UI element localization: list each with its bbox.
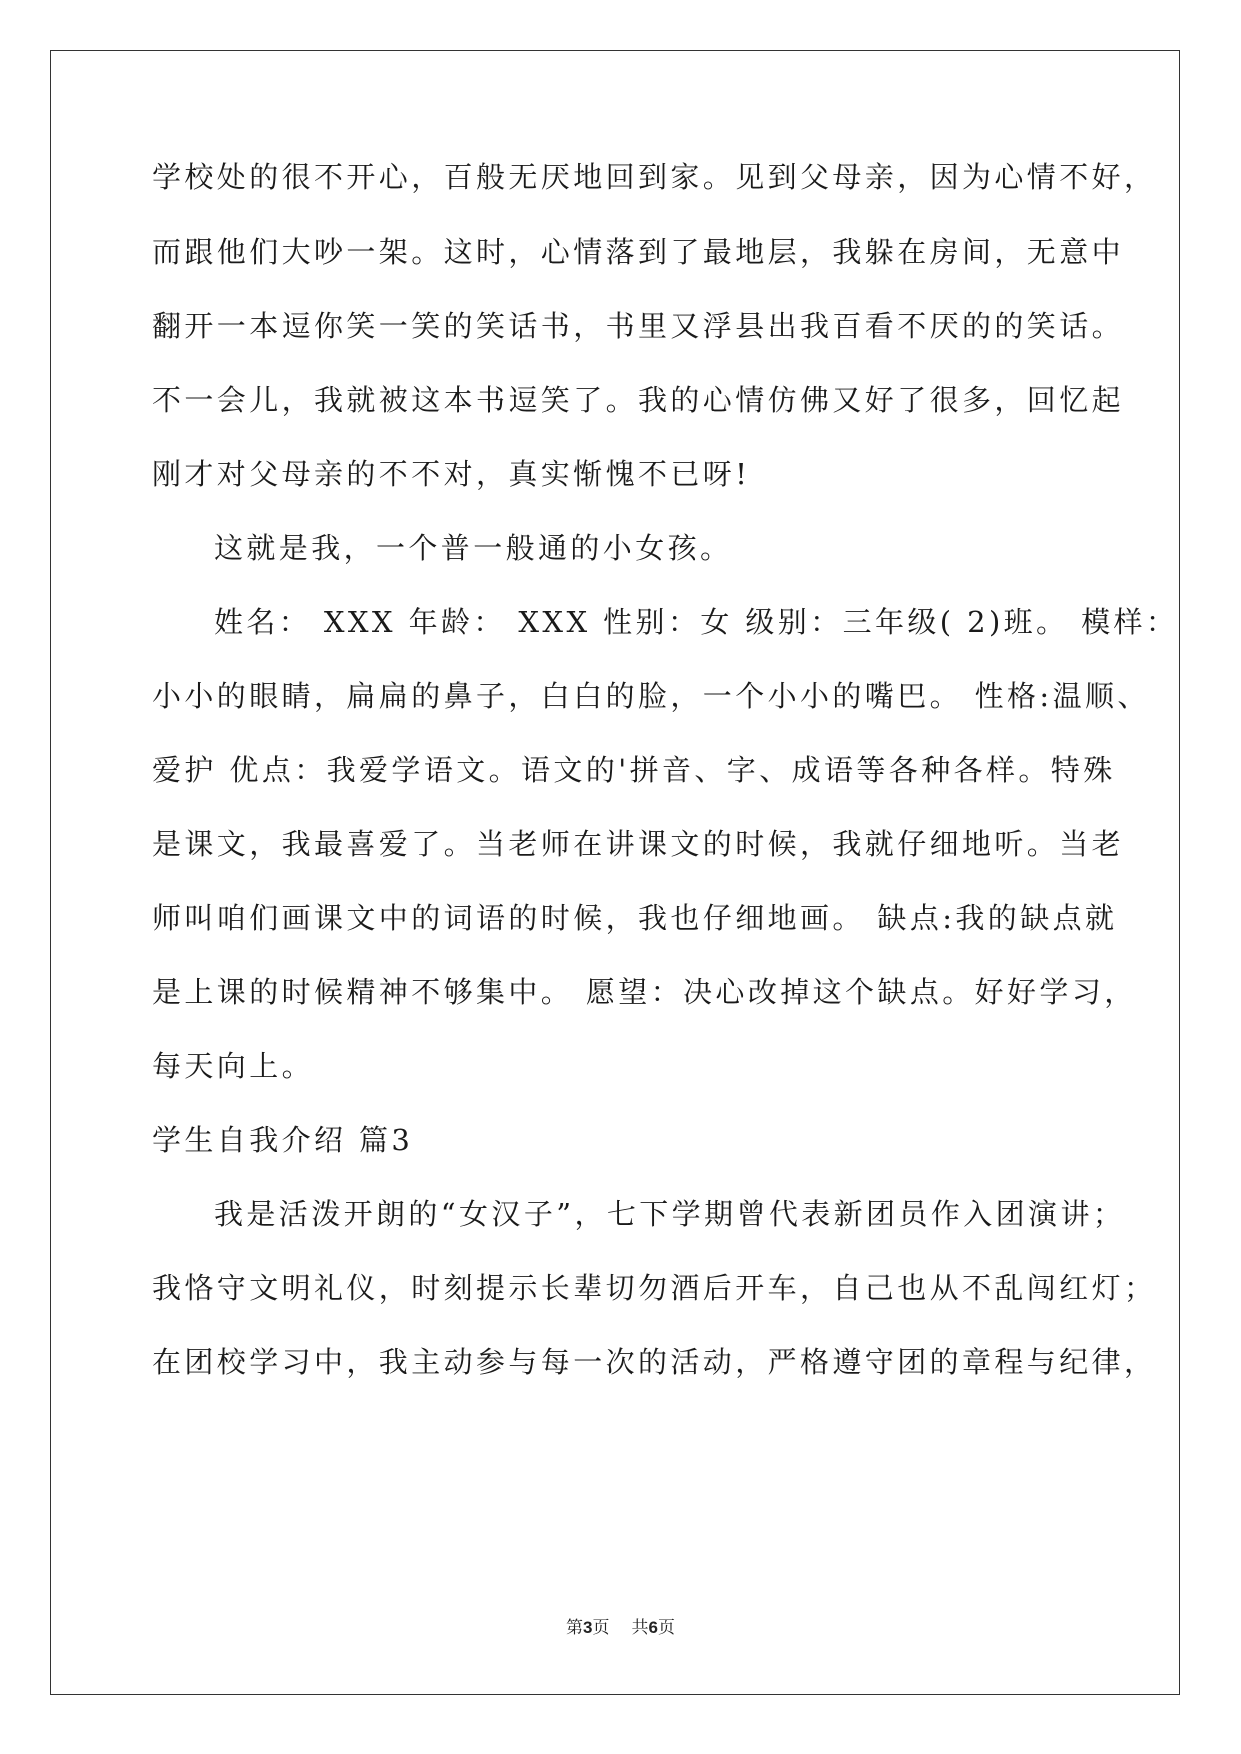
paragraph-start: 这就是我，一个普一般通的小女孩。	[214, 531, 733, 565]
paragraph-start: 姓名： XXX 年龄： XXX 性别：女 级别：三年级( 2)班。 模样：	[214, 605, 1179, 639]
text-line: 而跟他们大吵一架。这时，心情落到了最地层，我躲在房间，无意中	[152, 235, 1125, 269]
text-line: 我恪守文明礼仪，时刻提示长辈切勿酒后开车，自己也从不乱闯红灯；	[152, 1271, 1157, 1305]
text-line: 每天向上。	[152, 1049, 315, 1083]
page-prefix: 第	[566, 1618, 584, 1638]
text-line: 师叫咱们画课文中的词语的时候，我也仔细地画。 缺点:我的缺点就	[152, 901, 1118, 935]
text-line: 学校处的很不开心，百般无厌地回到家。见到父母亲，因为心情不好，	[152, 160, 1157, 194]
section-heading: 学生自我介绍 篇3	[152, 1123, 414, 1157]
total-suffix: 页	[657, 1618, 675, 1638]
text-line: 翻开一本逗你笑一笑的笑话书，书里又浮县出我百看不厌的的笑话。	[152, 309, 1125, 343]
paragraph-start: 我是活泼开朗的“女汉子”，七下学期曾代表新团员作入团演讲；	[214, 1197, 1126, 1231]
total-pages: 6	[648, 1618, 658, 1637]
text-line: 爱护 优点：我爱学语文。语文的'拼音、字、成语等各种各样。特殊	[152, 753, 1116, 787]
page-border	[50, 50, 1180, 1695]
text-line: 在团校学习中，我主动参与每一次的活动，严格遵守团的章程与纪律，	[152, 1345, 1157, 1379]
text-line: 是上课的时候精神不够集中。 愿望：决心改掉这个缺点。好好学习，	[152, 975, 1137, 1009]
text-line: 是课文，我最喜爱了。当老师在讲课文的时候，我就仔细地听。当老	[152, 827, 1125, 861]
page-suffix: 页	[592, 1618, 610, 1638]
text-line: 不一会儿，我就被这本书逗笑了。我的心情仿佛又好了很多，回忆起	[152, 383, 1125, 417]
text-line: 小小的眼睛，扁扁的鼻子，白白的脸，一个小小的嘴巴。 性格:温顺、	[152, 679, 1150, 713]
text-line: 刚才对父母亲的不不对，真实惭愧不已呀!	[152, 457, 751, 491]
page-number: 3	[583, 1618, 593, 1637]
page-footer	[0, 1617, 1241, 1639]
total-prefix: 共	[631, 1618, 649, 1638]
